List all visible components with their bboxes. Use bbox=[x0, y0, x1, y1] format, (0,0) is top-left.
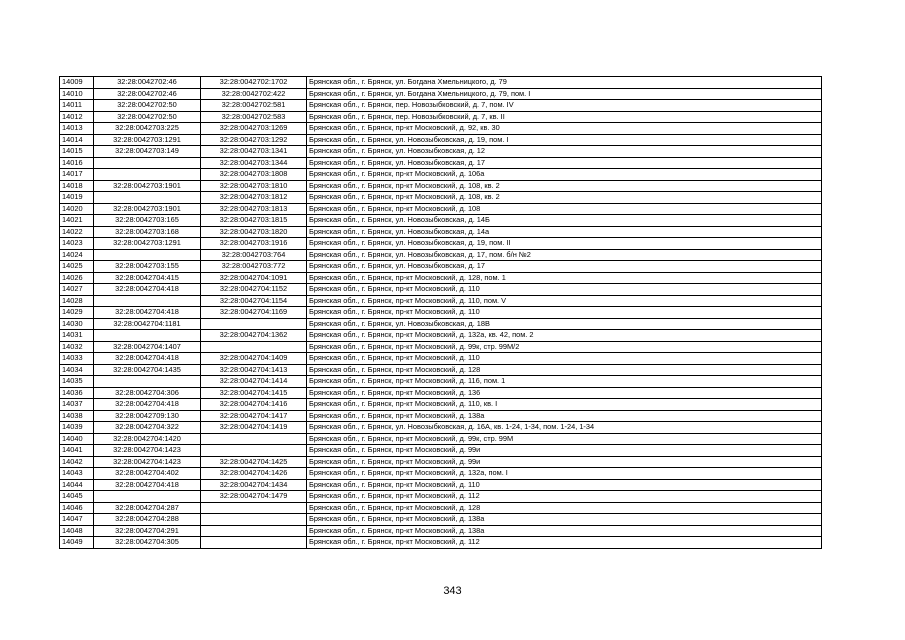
parcel-number-cell: 32:28:0042709:130 bbox=[94, 410, 201, 422]
parcel-number-cell: 32:28:0042704:418 bbox=[94, 353, 201, 365]
address-cell: Брянская обл., г. Брянск, пр-кт Московский, д. 110 bbox=[307, 307, 822, 319]
row-number-cell: 14028 bbox=[60, 295, 94, 307]
parcel-number-cell: 32:28:0042704:291 bbox=[94, 525, 201, 537]
address-cell: Брянская обл., г. Брянск, пр-кт Московский, д. 112 bbox=[307, 537, 822, 549]
address-cell: Брянская обл., г. Брянск, ул. Новозыбковская, д. 17, пом. б/н №2 bbox=[307, 249, 822, 261]
parcel-number-cell: 32:28:0042703:1291 bbox=[94, 134, 201, 146]
object-number-cell bbox=[201, 341, 307, 353]
row-number-cell: 14029 bbox=[60, 307, 94, 319]
object-number-cell: 32:28:0042703:764 bbox=[201, 249, 307, 261]
parcel-number-cell bbox=[94, 491, 201, 503]
table-row bbox=[60, 330, 822, 342]
row-number-cell: 14011 bbox=[60, 100, 94, 112]
row-number-cell: 14040 bbox=[60, 433, 94, 445]
address-cell: Брянская обл., г. Брянск, пр-кт Московский, д. 128 bbox=[307, 364, 822, 376]
parcel-number-cell: 32:28:0042704:1435 bbox=[94, 364, 201, 376]
table-row bbox=[60, 157, 822, 169]
parcel-number-cell bbox=[94, 295, 201, 307]
row-number-cell: 14048 bbox=[60, 525, 94, 537]
address-cell: Брянская обл., г. Брянск, пр-кт Московский, д. 99и bbox=[307, 445, 822, 457]
row-number-cell: 14039 bbox=[60, 422, 94, 434]
row-number-cell: 14041 bbox=[60, 445, 94, 457]
address-cell: Брянская обл., г. Брянск, ул. Новозыбковская, д. 19, пом. I bbox=[307, 134, 822, 146]
row-number-cell: 14037 bbox=[60, 399, 94, 411]
object-number-cell: 32:28:0042703:1812 bbox=[201, 192, 307, 204]
object-number-cell: 32:28:0042703:1916 bbox=[201, 238, 307, 250]
object-number-cell: 32:28:0042703:1341 bbox=[201, 146, 307, 158]
object-number-cell: 32:28:0042703:1815 bbox=[201, 215, 307, 227]
row-number-cell: 14010 bbox=[60, 88, 94, 100]
address-cell: Брянская обл., г. Брянск, пр-кт Московский, д. 108, кв. 2 bbox=[307, 192, 822, 204]
row-number-cell: 14013 bbox=[60, 123, 94, 135]
table-row bbox=[60, 502, 822, 514]
table-row bbox=[60, 537, 822, 549]
row-number-cell: 14019 bbox=[60, 192, 94, 204]
table-row bbox=[60, 353, 822, 365]
row-number-cell: 14034 bbox=[60, 364, 94, 376]
row-number-cell: 14012 bbox=[60, 111, 94, 123]
row-number-cell: 14033 bbox=[60, 353, 94, 365]
parcel-number-cell: 32:28:0042703:149 bbox=[94, 146, 201, 158]
table-row bbox=[60, 456, 822, 468]
object-number-cell: 32:28:0042702:581 bbox=[201, 100, 307, 112]
object-number-cell: 32:28:0042704:1362 bbox=[201, 330, 307, 342]
address-cell: Брянская обл., г. Брянск, пр-кт Московский, д. 108 bbox=[307, 203, 822, 215]
table-row bbox=[60, 226, 822, 238]
table-row bbox=[60, 192, 822, 204]
parcel-number-cell: 32:28:0042703:165 bbox=[94, 215, 201, 227]
address-cell: Брянская обл., г. Брянск, пр-кт Московский, д. 138а bbox=[307, 514, 822, 526]
parcel-number-cell: 32:28:0042704:1423 bbox=[94, 456, 201, 468]
row-number-cell: 14045 bbox=[60, 491, 94, 503]
address-cell: Брянская обл., г. Брянск, пр-кт Московский, д. 116, пом. 1 bbox=[307, 376, 822, 388]
row-number-cell: 14024 bbox=[60, 249, 94, 261]
row-number-cell: 14020 bbox=[60, 203, 94, 215]
object-number-cell: 32:28:0042704:1417 bbox=[201, 410, 307, 422]
row-number-cell: 14047 bbox=[60, 514, 94, 526]
parcel-number-cell: 32:28:0042702:50 bbox=[94, 100, 201, 112]
row-number-cell: 14022 bbox=[60, 226, 94, 238]
object-number-cell: 32:28:0042704:1414 bbox=[201, 376, 307, 388]
row-number-cell: 14009 bbox=[60, 77, 94, 89]
parcel-number-cell: 32:28:0042703:1291 bbox=[94, 238, 201, 250]
parcel-number-cell: 32:28:0042704:418 bbox=[94, 479, 201, 491]
address-cell: Брянская обл., г. Брянск, ул. Новозыбковская, д. 16А, кв. 1-24, 1-34, пом. 1-24, 1-34 bbox=[307, 422, 822, 434]
table-row bbox=[60, 376, 822, 388]
object-number-cell: 32:28:0042703:772 bbox=[201, 261, 307, 273]
object-number-cell: 32:28:0042703:1810 bbox=[201, 180, 307, 192]
address-cell: Брянская обл., г. Брянск, ул. Новозыбковская, д. 18В bbox=[307, 318, 822, 330]
table-row bbox=[60, 525, 822, 537]
row-number-cell: 14038 bbox=[60, 410, 94, 422]
address-cell: Брянская обл., г. Брянск, пр-кт Московский, д. 138а bbox=[307, 410, 822, 422]
object-number-cell bbox=[201, 318, 307, 330]
object-number-cell: 32:28:0042704:1152 bbox=[201, 284, 307, 296]
address-cell: Брянская обл., г. Брянск, пр-кт Московский, д. 92, кв. 30 bbox=[307, 123, 822, 135]
row-number-cell: 14026 bbox=[60, 272, 94, 284]
address-cell: Брянская обл., г. Брянск, ул. Новозыбковская, д. 19, пом. II bbox=[307, 238, 822, 250]
table-row bbox=[60, 514, 822, 526]
row-number-cell: 14018 bbox=[60, 180, 94, 192]
parcel-number-cell bbox=[94, 330, 201, 342]
parcel-number-cell: 32:28:0042704:402 bbox=[94, 468, 201, 480]
object-number-cell: 32:28:0042704:1409 bbox=[201, 353, 307, 365]
parcel-number-cell: 32:28:0042703:1901 bbox=[94, 180, 201, 192]
table-row bbox=[60, 180, 822, 192]
parcel-number-cell bbox=[94, 192, 201, 204]
parcel-number-cell: 32:28:0042704:415 bbox=[94, 272, 201, 284]
parcel-number-cell: 32:28:0042703:168 bbox=[94, 226, 201, 238]
object-number-cell: 32:28:0042704:1479 bbox=[201, 491, 307, 503]
table-row bbox=[60, 77, 822, 89]
table-row bbox=[60, 307, 822, 319]
row-number-cell: 14043 bbox=[60, 468, 94, 480]
table-row bbox=[60, 88, 822, 100]
address-cell: Брянская обл., г. Брянск, пр-кт Московский, д. 112 bbox=[307, 491, 822, 503]
object-number-cell: 32:28:0042702:583 bbox=[201, 111, 307, 123]
address-cell: Брянская обл., г. Брянск, пер. Новозыбковский, д. 7, пом. IV bbox=[307, 100, 822, 112]
row-number-cell: 14031 bbox=[60, 330, 94, 342]
row-number-cell: 14021 bbox=[60, 215, 94, 227]
object-number-cell: 32:28:0042704:1416 bbox=[201, 399, 307, 411]
address-cell: Брянская обл., г. Брянск, пр-кт Московский, д. 110 bbox=[307, 479, 822, 491]
parcel-number-cell bbox=[94, 376, 201, 388]
table-row bbox=[60, 399, 822, 411]
table-row bbox=[60, 111, 822, 123]
object-number-cell: 32:28:0042704:1415 bbox=[201, 387, 307, 399]
table-row bbox=[60, 215, 822, 227]
table-row bbox=[60, 100, 822, 112]
object-number-cell: 32:28:0042703:1808 bbox=[201, 169, 307, 181]
row-number-cell: 14027 bbox=[60, 284, 94, 296]
table-row bbox=[60, 203, 822, 215]
table-body bbox=[60, 77, 822, 549]
row-number-cell: 14046 bbox=[60, 502, 94, 514]
table-row bbox=[60, 169, 822, 181]
row-number-cell: 14014 bbox=[60, 134, 94, 146]
parcel-number-cell bbox=[94, 249, 201, 261]
address-cell: Брянская обл., г. Брянск, ул. Новозыбковская, д. 14а bbox=[307, 226, 822, 238]
object-number-cell bbox=[201, 537, 307, 549]
object-number-cell: 32:28:0042704:1169 bbox=[201, 307, 307, 319]
parcel-number-cell: 32:28:0042704:288 bbox=[94, 514, 201, 526]
parcel-number-cell: 32:28:0042704:306 bbox=[94, 387, 201, 399]
object-number-cell: 32:28:0042703:1292 bbox=[201, 134, 307, 146]
object-number-cell: 32:28:0042704:1434 bbox=[201, 479, 307, 491]
table-row bbox=[60, 364, 822, 376]
address-cell: Брянская обл., г. Брянск, пр-кт Московский, д. 106а bbox=[307, 169, 822, 181]
address-cell: Брянская обл., г. Брянск, пр-кт Московский, д. 110 bbox=[307, 353, 822, 365]
table-row bbox=[60, 341, 822, 353]
parcel-number-cell: 32:28:0042704:1423 bbox=[94, 445, 201, 457]
object-number-cell: 32:28:0042704:1091 bbox=[201, 272, 307, 284]
parcel-number-cell: 32:28:0042702:46 bbox=[94, 88, 201, 100]
table-row bbox=[60, 318, 822, 330]
table-row bbox=[60, 468, 822, 480]
address-cell: Брянская обл., г. Брянск, ул. Новозыбковская, д. 17 bbox=[307, 157, 822, 169]
address-cell: Брянская обл., г. Брянск, пр-кт Московский, д. 136 bbox=[307, 387, 822, 399]
object-number-cell: 32:28:0042703:1344 bbox=[201, 157, 307, 169]
address-cell: Брянская обл., г. Брянск, пр-кт Московский, д. 108, кв. 2 bbox=[307, 180, 822, 192]
row-number-cell: 14049 bbox=[60, 537, 94, 549]
table-row bbox=[60, 238, 822, 250]
row-number-cell: 14035 bbox=[60, 376, 94, 388]
object-number-cell bbox=[201, 433, 307, 445]
row-number-cell: 14044 bbox=[60, 479, 94, 491]
parcel-number-cell: 32:28:0042704:418 bbox=[94, 399, 201, 411]
parcel-number-cell: 32:28:0042704:322 bbox=[94, 422, 201, 434]
object-number-cell bbox=[201, 445, 307, 457]
table-row bbox=[60, 445, 822, 457]
address-cell: Брянская обл., г. Брянск, ул. Новозыбковская, д. 14Б bbox=[307, 215, 822, 227]
parcel-number-cell: 32:28:0042704:287 bbox=[94, 502, 201, 514]
row-number-cell: 14036 bbox=[60, 387, 94, 399]
parcel-number-cell: 32:28:0042702:46 bbox=[94, 77, 201, 89]
table-row bbox=[60, 387, 822, 399]
row-number-cell: 14017 bbox=[60, 169, 94, 181]
address-cell: Брянская обл., г. Брянск, ул. Новозыбковская, д. 17 bbox=[307, 261, 822, 273]
table-row bbox=[60, 134, 822, 146]
object-number-cell bbox=[201, 502, 307, 514]
table-row bbox=[60, 272, 822, 284]
table-row bbox=[60, 433, 822, 445]
address-cell: Брянская обл., г. Брянск, ул. Богдана Хмельницкого, д. 79, пом. I bbox=[307, 88, 822, 100]
object-number-cell: 32:28:0042702:1702 bbox=[201, 77, 307, 89]
address-cell: Брянская обл., г. Брянск, ул. Богдана Хмельницкого, д. 79 bbox=[307, 77, 822, 89]
object-number-cell: 32:28:0042703:1813 bbox=[201, 203, 307, 215]
address-cell: Брянская обл., г. Брянск, пр-кт Московский, д. 138а bbox=[307, 525, 822, 537]
address-cell: Брянская обл., г. Брянск, пр-кт Московский, д. 110, пом. V bbox=[307, 295, 822, 307]
table-row bbox=[60, 479, 822, 491]
object-number-cell: 32:28:0042704:1425 bbox=[201, 456, 307, 468]
table-row bbox=[60, 261, 822, 273]
object-number-cell bbox=[201, 525, 307, 537]
address-cell: Брянская обл., г. Брянск, пр-кт Московский, д. 128, пом. 1 bbox=[307, 272, 822, 284]
table-row bbox=[60, 295, 822, 307]
object-number-cell bbox=[201, 514, 307, 526]
table-row bbox=[60, 284, 822, 296]
table-row bbox=[60, 249, 822, 261]
row-number-cell: 14032 bbox=[60, 341, 94, 353]
object-number-cell: 32:28:0042703:1820 bbox=[201, 226, 307, 238]
object-number-cell: 32:28:0042704:1419 bbox=[201, 422, 307, 434]
parcel-number-cell bbox=[94, 169, 201, 181]
row-number-cell: 14015 bbox=[60, 146, 94, 158]
row-number-cell: 14025 bbox=[60, 261, 94, 273]
object-number-cell: 32:28:0042704:1413 bbox=[201, 364, 307, 376]
address-cell: Брянская обл., г. Брянск, пр-кт Московский, д. 99и bbox=[307, 456, 822, 468]
object-number-cell: 32:28:0042702:422 bbox=[201, 88, 307, 100]
address-cell: Брянская обл., г. Брянск, ул. Новозыбковская, д. 12 bbox=[307, 146, 822, 158]
object-number-cell: 32:28:0042704:1154 bbox=[201, 295, 307, 307]
address-cell: Брянская обл., г. Брянск, пр-кт Московский, д. 132а, пом. I bbox=[307, 468, 822, 480]
address-cell: Брянская обл., г. Брянск, пр-кт Московский, д. 99к, стр. 99М bbox=[307, 433, 822, 445]
parcel-number-cell: 32:28:0042704:418 bbox=[94, 307, 201, 319]
parcel-number-cell: 32:28:0042704:305 bbox=[94, 537, 201, 549]
row-number-cell: 14030 bbox=[60, 318, 94, 330]
row-number-cell: 14042 bbox=[60, 456, 94, 468]
row-number-cell: 14023 bbox=[60, 238, 94, 250]
table-row bbox=[60, 491, 822, 503]
page-number: 343 bbox=[443, 585, 462, 597]
object-number-cell: 32:28:0042703:1269 bbox=[201, 123, 307, 135]
table-row bbox=[60, 422, 822, 434]
parcel-number-cell: 32:28:0042703:225 bbox=[94, 123, 201, 135]
table-row bbox=[60, 123, 822, 135]
parcel-number-cell: 32:28:0042704:1420 bbox=[94, 433, 201, 445]
object-number-cell: 32:28:0042704:1426 bbox=[201, 468, 307, 480]
parcel-number-cell: 32:28:0042703:1901 bbox=[94, 203, 201, 215]
address-cell: Брянская обл., г. Брянск, пр-кт Московский, д. 110 bbox=[307, 284, 822, 296]
address-cell: Брянская обл., г. Брянск, пр-кт Московский, д. 99к, стр. 99М/2 bbox=[307, 341, 822, 353]
parcel-number-cell: 32:28:0042702:50 bbox=[94, 111, 201, 123]
address-cell: Брянская обл., г. Брянск, пер. Новозыбковский, д. 7, кв. II bbox=[307, 111, 822, 123]
parcel-number-cell: 32:28:0042704:1407 bbox=[94, 341, 201, 353]
parcel-number-cell: 32:28:0042703:155 bbox=[94, 261, 201, 273]
cadastral-table bbox=[59, 76, 822, 549]
address-cell: Брянская обл., г. Брянск, пр-кт Московский, д. 132а, кв. 42, пом. 2 bbox=[307, 330, 822, 342]
table-row bbox=[60, 410, 822, 422]
address-cell: Брянская обл., г. Брянск, пр-кт Московский, д. 110, кв. I bbox=[307, 399, 822, 411]
parcel-number-cell bbox=[94, 157, 201, 169]
parcel-number-cell: 32:28:0042704:1181 bbox=[94, 318, 201, 330]
address-cell: Брянская обл., г. Брянск, пр-кт Московский, д. 128 bbox=[307, 502, 822, 514]
table-row bbox=[60, 146, 822, 158]
row-number-cell: 14016 bbox=[60, 157, 94, 169]
parcel-number-cell: 32:28:0042704:418 bbox=[94, 284, 201, 296]
